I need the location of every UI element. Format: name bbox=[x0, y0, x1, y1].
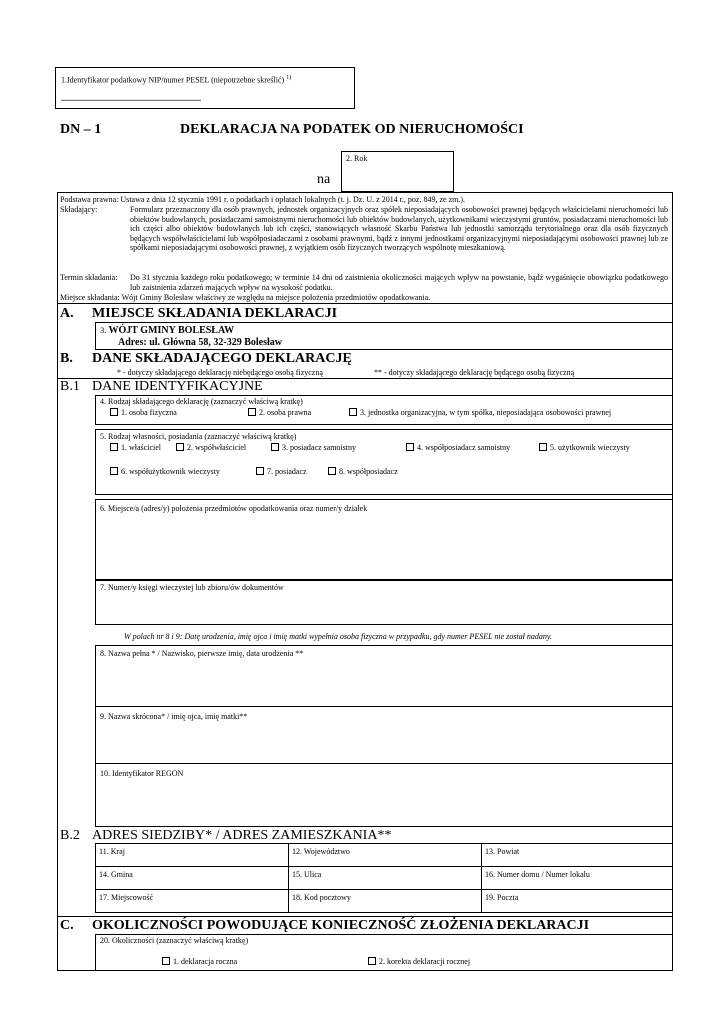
checkbox-icon[interactable] bbox=[176, 443, 184, 451]
field-5-opt2[interactable] bbox=[176, 443, 246, 453]
nip-footnote: 1) bbox=[286, 75, 292, 81]
field-5-opt7-label: 7. posiadacz bbox=[267, 467, 307, 476]
checkbox-icon[interactable] bbox=[271, 443, 279, 451]
field-5-opt7[interactable] bbox=[256, 467, 307, 477]
field-9-box[interactable] bbox=[95, 706, 673, 764]
field-5-opt8-label: 8. współposiadacz bbox=[339, 467, 398, 476]
section-b2-label: B.2 bbox=[60, 828, 80, 843]
field-5-opt4-label: 4. współposiadacz samoistny bbox=[417, 443, 511, 452]
field-20-opt1[interactable] bbox=[162, 957, 237, 967]
field-5-opt5[interactable] bbox=[539, 443, 630, 453]
checkbox-icon[interactable] bbox=[110, 408, 118, 416]
legal-podstawa: Podstawa prawna: Ustawa z dnia 12 stycznia 1991 r. o podatkach i opłatach lokalnych (t. j. Dz. U. z 2014 r., poz. 849, ze zm.). bbox=[60, 195, 465, 204]
field-14-label[interactable]: 14. Gmina bbox=[99, 870, 133, 879]
checkbox-icon[interactable] bbox=[349, 408, 357, 416]
checkbox-icon[interactable] bbox=[256, 467, 264, 475]
legal-skladajacy-text: Formularz przeznaczony dla osób prawnych, jednostek organizacyjnych oraz spółek nieposiadających osobowości prawnej będących właścicielami nieruchomości lub obiektów budowlanych, posiadaczami samoistnymi nieruchomości lub obiektów budowlanych, użytkownikami wieczystymi gruntów, posiadaczami nieruchomości lub ich części albo obiektów budowlanych lub ich części, stanowiących własność Skarbu Państwa lub jednostki samorządu terytorialnego oraz dla osób fizycznych będących współwłaścicielami lub współposiadaczami z osobami prawnymi, bądź z innymi jednostkami organizacyjnymi nieposiadającymi osobowości prawnej lub ze spółkami nieposiadającymi osobowości prawnej, z wyjątkiem osób fizycznych tworzących wspólnotę mieszkaniową. bbox=[130, 205, 668, 252]
field-7-box[interactable] bbox=[95, 579, 673, 625]
field-20-opt1-label: 1. deklaracja roczna bbox=[173, 957, 238, 966]
field-6-label: 6. Miejsce/a (adres/y) położenia przedmiotów opodatkowania oraz numer/y działek bbox=[100, 504, 368, 513]
section-b1-title: DANE IDENTYFIKACYJNE bbox=[92, 379, 263, 394]
legal-termin-label: Termin składania: bbox=[60, 273, 118, 282]
field-5-opt1-label: 1. właściciel bbox=[121, 443, 161, 452]
field-4-opt2-label: 2. osoba prawna bbox=[259, 408, 312, 417]
office-field-no: 3. bbox=[100, 325, 107, 335]
checkbox-icon[interactable] bbox=[110, 467, 118, 475]
field-5-opt3[interactable] bbox=[271, 443, 356, 453]
field-10-label: 10. Identyfikator REGON bbox=[100, 769, 184, 778]
field-4-box bbox=[95, 395, 673, 425]
field-15-label[interactable]: 15. Ulica bbox=[292, 870, 322, 879]
field-20-opt2[interactable] bbox=[368, 957, 470, 967]
field-4-opt3-label: 3. jednostka organizacyjna, w tym spółka, nieposiadająca osobowości prawnej bbox=[360, 408, 612, 417]
field-4-opt2[interactable] bbox=[248, 408, 311, 418]
legal-miejsce: Miejsce składania: Wójt Gminy Bolesław właściwy ze względu na miejsce położenia przedmiotów opodatkowania. bbox=[60, 293, 431, 302]
section-c-letter: C. bbox=[60, 918, 74, 933]
checkbox-icon[interactable] bbox=[110, 443, 118, 451]
office-box bbox=[95, 322, 673, 350]
nip-box[interactable] bbox=[55, 67, 355, 109]
field-5-box bbox=[95, 429, 673, 495]
nip-label: 1.Identyfikator podatkowy NIP/numer PESEL (niepotrzebne skreślić) bbox=[61, 75, 285, 85]
field-20-opt2-label: 2. korekta deklaracji rocznej bbox=[379, 957, 471, 966]
field-5-opt2-label: 2. współwłaściciel bbox=[187, 443, 247, 452]
section-b-title: DANE SKŁADAJĄCEGO DEKLARACJĘ bbox=[92, 351, 352, 366]
field-19-label[interactable]: 19. Poczta bbox=[485, 893, 519, 902]
field-17-label[interactable]: 17. Miejscowość bbox=[99, 893, 154, 902]
checkbox-icon[interactable] bbox=[248, 408, 256, 416]
field-4-opt3[interactable] bbox=[349, 408, 611, 418]
field-8-label: 8. Nazwa pełna * / Nazwisko, pierwsze imię, data urodzenia ** bbox=[100, 649, 304, 658]
section-b1-label: B.1 bbox=[60, 379, 80, 394]
field-5-label: 5. Rodzaj własności, posiadania (zaznaczyć właściwą kratkę) bbox=[100, 432, 297, 441]
field-11-label[interactable]: 11. Kraj bbox=[99, 847, 125, 856]
field-5-opt6[interactable] bbox=[110, 467, 220, 477]
office-name: WÓJT GMINY BOLESŁAW bbox=[108, 325, 235, 336]
checkbox-icon[interactable] bbox=[406, 443, 414, 451]
legal-termin-text: Do 31 stycznia każdego roku podatkowego; w terminie 14 dni od zaistnienia okoliczności mających wpływ na powstanie, bądź wygaśnięcie obowiązku podatkowego lub zaistnienia zdarzeń mających wpływ na wysokość podatku. bbox=[130, 273, 668, 292]
field-6-box[interactable] bbox=[95, 499, 673, 581]
form-title: DEKLARACJA NA PODATEK OD NIERUCHOMOŚCI bbox=[180, 122, 524, 137]
field-4-label: 4. Rodzaj składającego deklarację (zaznaczyć właściwą kratkę) bbox=[100, 397, 303, 406]
field-4-opt1[interactable] bbox=[110, 408, 177, 418]
nip-dots: ...................................................................... bbox=[61, 94, 201, 103]
office-address: Adres: ul. Główna 58, 32-329 Bolesław bbox=[118, 337, 282, 348]
field-12-label[interactable]: 12. Województwo bbox=[292, 847, 350, 856]
section-b2-title: ADRES SIEDZIBY* / ADRES ZAMIESZKANIA** bbox=[92, 828, 392, 843]
checkbox-icon[interactable] bbox=[368, 957, 376, 965]
field-7-label: 7. Numer/y księgi wieczystej lub zbioru/ów dokumentów bbox=[100, 583, 284, 592]
form-code: DN – 1 bbox=[60, 122, 102, 137]
field-5-opt3-label: 3. posiadacz samoistny bbox=[282, 443, 356, 452]
field-5-opt4[interactable] bbox=[406, 443, 510, 453]
fields-8-9-note: W polach nr 8 i 9: Datę urodzenia, imię ojca i imię matki wypełnia osoba fizyczna w przypadku, gdy numer PESEL nie został nadany. bbox=[124, 632, 552, 641]
field-5-opt6-label: 6. współużytkownik wieczysty bbox=[121, 467, 220, 476]
legal-skladajacy-label: Składający: bbox=[60, 205, 98, 214]
field-5-opt5-label: 5. użytkownik wieczysty bbox=[550, 443, 630, 452]
section-c-title: OKOLICZNOŚCI POWODUJĄCE KONIECZNOŚĆ ZŁOŻENIA DEKLARACJI bbox=[92, 918, 590, 933]
checkbox-icon[interactable] bbox=[162, 957, 170, 965]
checkbox-icon[interactable] bbox=[328, 467, 336, 475]
field-13-label[interactable]: 13. Powiat bbox=[485, 847, 520, 856]
field-5-opt1[interactable] bbox=[110, 443, 161, 453]
section-a-letter: A. bbox=[60, 306, 74, 321]
section-a-title: MIEJSCE SKŁADANIA DEKLARACJI bbox=[92, 306, 338, 321]
field-10-box[interactable] bbox=[95, 763, 673, 827]
field-16-label[interactable]: 16. Numer domu / Numer lokalu bbox=[485, 870, 590, 879]
checkbox-icon[interactable] bbox=[539, 443, 547, 451]
section-b-letter: B. bbox=[60, 351, 73, 366]
section-b-note2: ** - dotyczy składającego deklarację będącego osobą fizyczną bbox=[374, 368, 575, 377]
na-label: na bbox=[317, 172, 331, 187]
field-5-opt8[interactable] bbox=[328, 467, 398, 477]
field-9-label: 9. Nazwa skrócona* / imię ojca, imię matki** bbox=[100, 712, 248, 721]
year-label: 2. Rok bbox=[346, 154, 368, 163]
field-20-label: 20. Okoliczności (zaznaczyć właściwą kratkę) bbox=[100, 936, 249, 945]
field-8-box[interactable] bbox=[95, 645, 673, 707]
section-b-note1: * - dotyczy składającego deklarację niebędącego osobą fizyczną bbox=[117, 368, 323, 377]
field-4-opt1-label: 1. osoba fizyczna bbox=[121, 408, 177, 417]
field-18-label[interactable]: 18. Kod pocztowy bbox=[292, 893, 351, 902]
field-20-box bbox=[95, 934, 673, 971]
year-field[interactable] bbox=[341, 151, 454, 192]
